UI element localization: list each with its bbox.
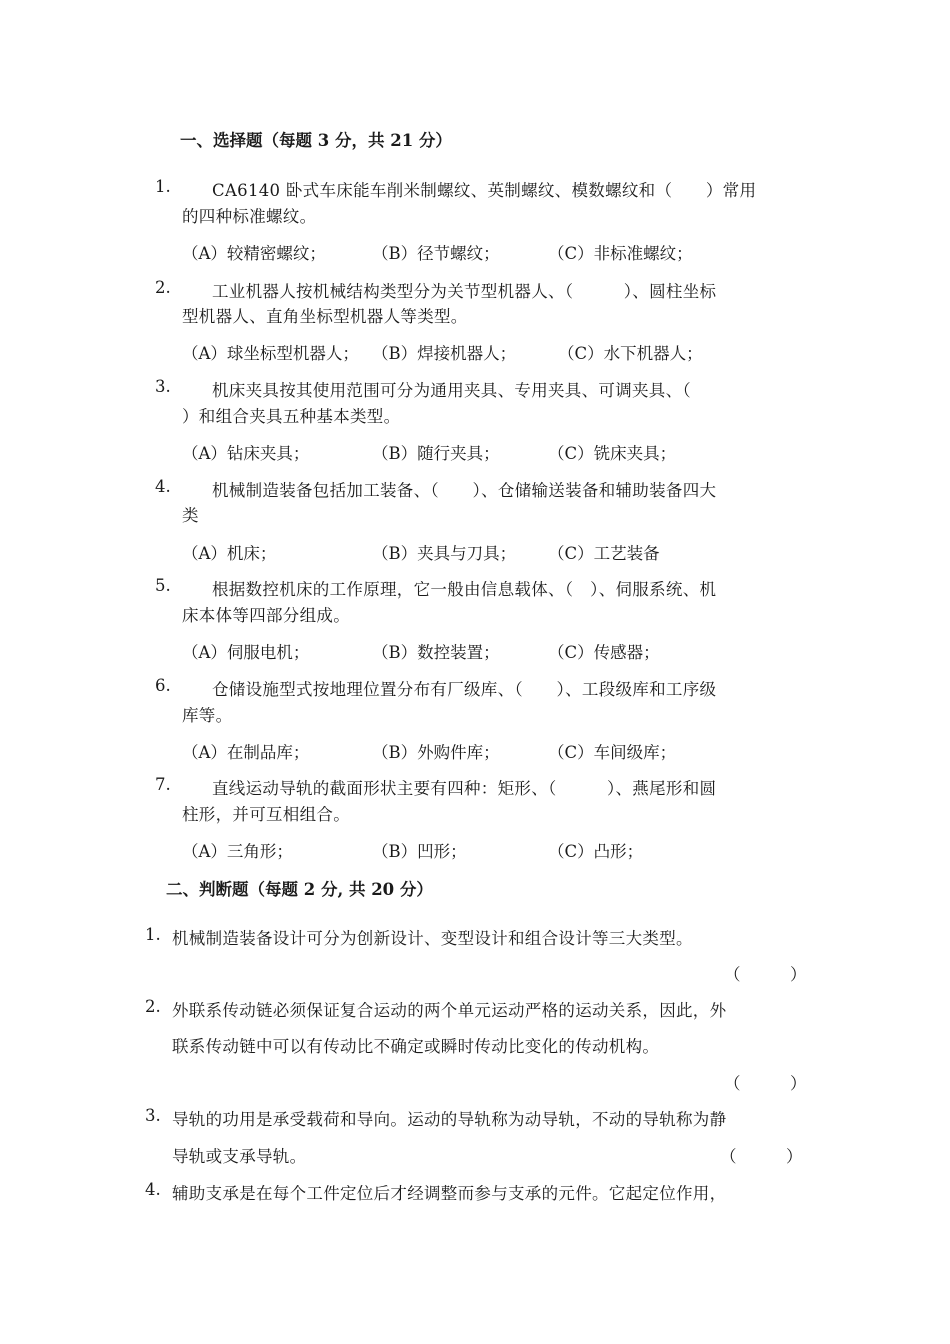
question-text-line2: 类 [182,506,199,525]
question-number: 2. [155,278,171,297]
question-number: 5. [155,576,171,595]
option-c: （C）工艺装备 [548,544,660,563]
option-b: （B）随行夹具； [372,444,500,463]
question-text-line2: 库等。 [182,706,233,725]
question-text-line1: 仓储设施型式按地理位置分布有厂级库、（ ）、工段级库和工序级 [212,680,717,699]
question-text-line2: 联系传动链中可以有传动比不确定或瞬时传动比变化的传动机构。 [172,1037,660,1056]
option-c: （C）车间级库； [548,743,677,762]
question-text-line2: 型机器人、直角坐标型机器人等类型。 [182,307,468,326]
option-c: （C）铣床夹具； [548,444,677,463]
option-a: （A）较精密螺纹； [182,244,326,263]
option-c: （C）传感器； [548,643,660,662]
question-text-line1: 导轨的功用是承受载荷和导向。运动的导轨称为动导轨，不动的导轨称为静 [172,1110,727,1129]
question-text-line2: 的四种标准螺纹。 [182,207,317,226]
answer-parentheses: （ ） [720,1147,803,1166]
option-b: （B）外购件库； [372,743,500,762]
question-text-line2: 导轨或支承导轨。 [172,1147,307,1166]
question-text-line1: 外联系传动链必须保证复合运动的两个单元运动严格的运动关系，因此，外 [172,1001,727,1020]
question-text-line1: 根据数控机床的工作原理，它一般由信息载体、（ ）、伺服系统、机 [212,580,717,599]
option-a: （A）球坐标型机器人； [182,344,359,363]
question-text-line1: 直线运动导轨的截面形状主要有四种：矩形、（ ）、燕尾形和圆 [212,779,717,798]
question-number: 4. [155,477,171,496]
answer-parentheses: （ ） [724,965,807,984]
question-text-line1: 机床夹具按其使用范围可分为通用夹具、专用夹具、可调夹具、（ [212,381,691,400]
answer-parentheses: （ ） [724,1074,807,1093]
question-text-line1: 机械制造装备设计可分为创新设计、变型设计和组合设计等三大类型。 [172,929,693,948]
section1-title: 一、选择题（每题 3 分，共 21 分） [180,131,452,150]
option-a: （A）在制品库； [182,743,310,762]
question-number: 1. [155,177,171,196]
question-text-line2: ）和组合夹具五种基本类型。 [182,407,401,426]
question-text-line1: CA6140 卧式车床能车削米制螺纹、英制螺纹、模数螺纹和（ ）常用 [212,181,757,200]
option-a: （A）伺服电机； [182,643,310,662]
option-a: （A）三角形； [182,842,293,861]
question-number: 3. [155,377,171,396]
question-text-line1: 辅助支承是在每个工件定位后才经调整而参与支承的元件。它起定位作用， [172,1184,727,1203]
question-number: 7. [155,775,171,794]
option-c: （C）水下机器人； [558,344,703,363]
option-b: （B）焊接机器人； [372,344,517,363]
question-number: 6. [155,676,171,695]
option-b: （B）夹具与刀具； [372,544,517,563]
option-c: （C）凸形； [548,842,644,861]
question-text-line1: 工业机器人按机械结构类型分为关节型机器人、（ ）、圆柱坐标 [212,282,717,301]
question-text-line2: 柱形，并可互相组合。 [182,805,350,824]
option-c: （C）非标准螺纹； [548,244,693,263]
question-number: 4. [145,1180,161,1199]
option-a: （A）钻床夹具； [182,444,310,463]
question-text-line2: 床本体等四部分组成。 [182,606,350,625]
question-text-line1: 机械制造装备包括加工装备、（ ）、仓储输送装备和辅助装备四大 [212,481,717,500]
question-number: 3. [145,1106,161,1125]
question-number: 1. [145,925,161,944]
option-b: （B）径节螺纹； [372,244,500,263]
option-a: （A）机床； [182,544,277,563]
option-b: （B）凹形； [372,842,467,861]
option-b: （B）数控装置； [372,643,500,662]
section2-title: 二、判断题（每题 2 分, 共 20 分） [166,880,433,899]
question-number: 2. [145,997,161,1016]
